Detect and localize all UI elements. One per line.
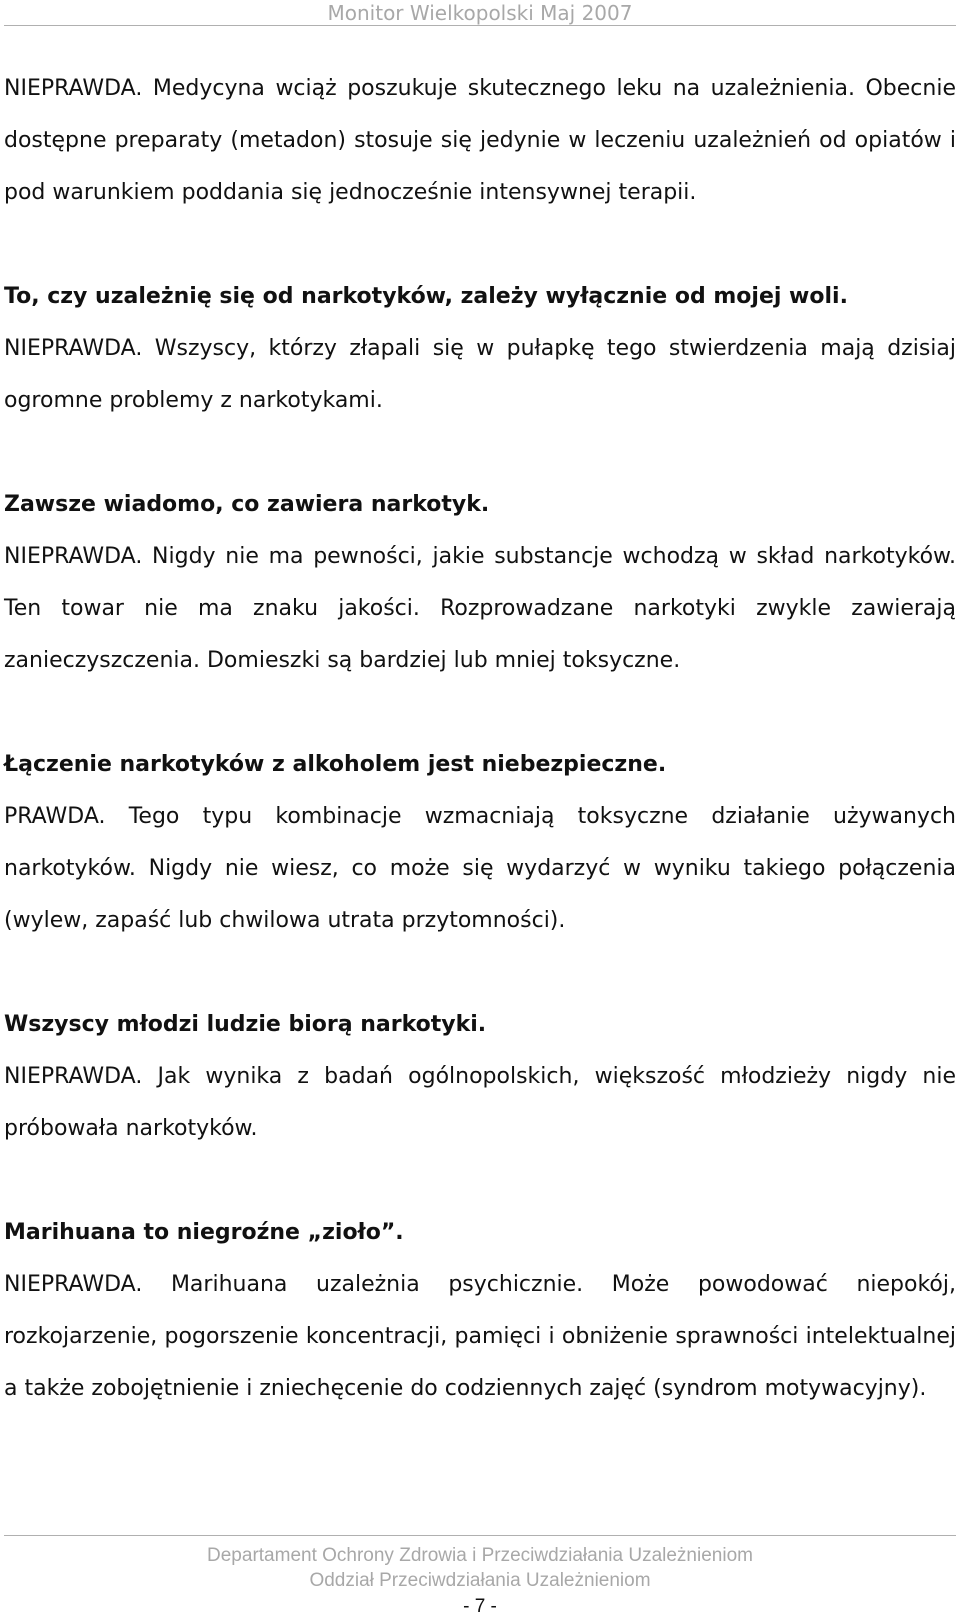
intro-section <box>4 63 956 219</box>
page-number: - 7 - <box>463 1596 497 1617</box>
footer-division: Oddział Przeciwdziałania Uzależnieniom <box>309 1570 651 1591</box>
faq-question: To, czy uzależnię się od narkotyków, zależy wyłącznie od mojej woli. <box>4 284 848 309</box>
faq-answer: PRAWDA. Tego typu kombinacje wzmacniają toksyczne działanie używanych narkotyków. Nigdy nie wiesz, co może się wydarzyć w wyniku takiego połączenia (wylew, zapaść lub chwilowa utrata przytomności). <box>4 804 956 933</box>
faq-question: Zawsze wiadomo, co zawiera narkotyk. <box>4 492 490 517</box>
faq-question: Marihuana to niegroźne „zioło”. <box>4 1220 404 1245</box>
document-body <box>4 63 956 1467</box>
faq-answer: NIEPRAWDA. Nigdy nie ma pewności, jakie substancje wchodzą w skład narkotyków. Ten towar nie ma znaku jakości. Rozprowadzane narkotyki zwykle zawierają zanieczyszczenia. Domieszki są bardziej lub mniej toksyczne. <box>4 544 956 673</box>
faq-answer: NIEPRAWDA. Jak wynika z badań ogólnopolskich, większość młodzieży nigdy nie próbowała narkotyków. <box>4 1064 956 1141</box>
footer-divider <box>4 1535 956 1536</box>
faq-section-4 <box>4 999 956 1155</box>
footer-department: Departament Ochrony Zdrowia i Przeciwdziałania Uzależnieniom <box>207 1545 753 1566</box>
header-title: Monitor Wielkopolski Maj 2007 <box>327 1 633 25</box>
page-header <box>0 0 960 27</box>
faq-answer: NIEPRAWDA. Marihuana uzależnia psychicznie. Może powodować niepokój, rozkojarzenie, pogorszenie koncentracji, pamięci i obniżenie sprawności intelektualnej a także zobojętnienie i zniechęcenie do codziennych zajęć (syndrom motywacyjny). <box>4 1272 956 1401</box>
intro-answer: NIEPRAWDA. Medycyna wciąż poszukuje skutecznego leku na uzależnienia. Obecnie dostępne preparaty (metadon) stosuje się jedynie w leczeniu uzależnień od opiatów i pod warunkiem poddania się jednocześnie intensywnej terapii. <box>4 76 956 205</box>
faq-answer: NIEPRAWDA. Wszyscy, którzy złapali się w pułapkę tego stwierdzenia mają dzisiaj ogromne problemy z narkotykami. <box>4 336 956 413</box>
faq-section-2 <box>4 479 956 687</box>
faq-section-5 <box>4 1207 956 1415</box>
faq-section-1 <box>4 271 956 427</box>
faq-section-3 <box>4 739 956 947</box>
faq-question: Łączenie narkotyków z alkoholem jest niebezpieczne. <box>4 752 667 777</box>
faq-question: Wszyscy młodzi ludzie biorą narkotyki. <box>4 1012 487 1037</box>
header-divider <box>4 25 956 26</box>
